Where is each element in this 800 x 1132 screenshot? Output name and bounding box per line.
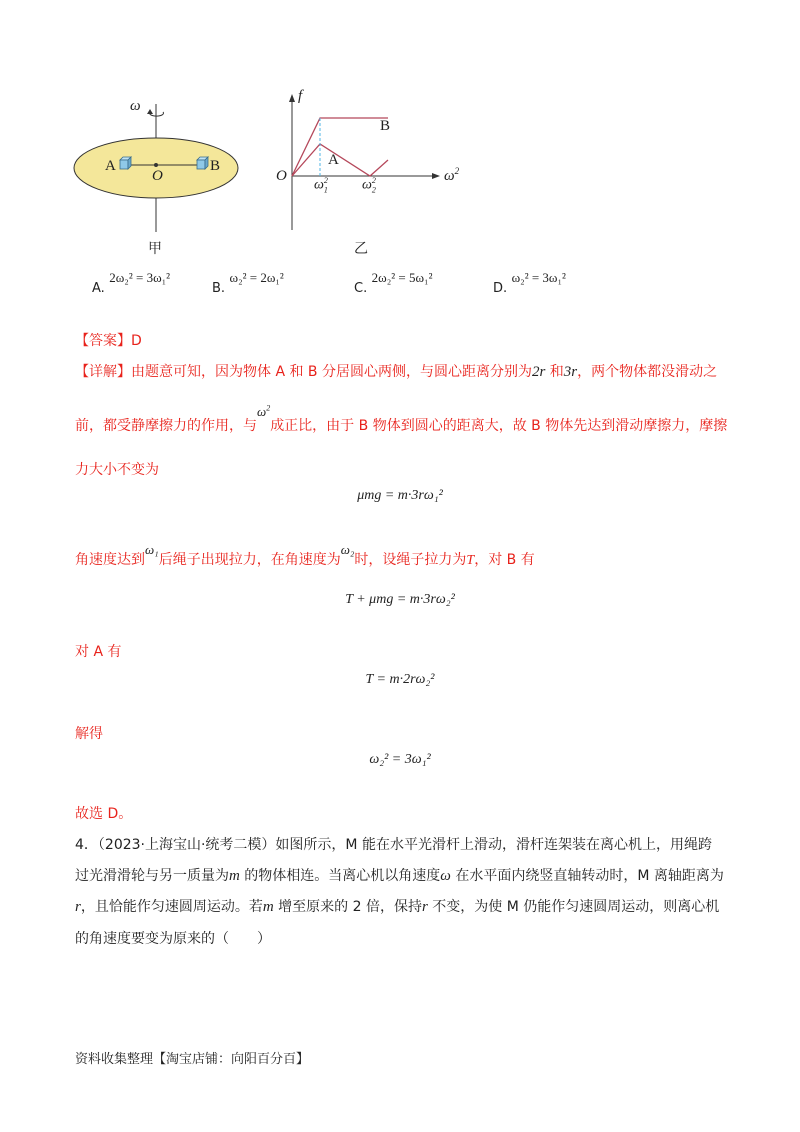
curve-b-label: B xyxy=(380,118,391,134)
option-c-letter: C. xyxy=(354,281,368,296)
center-label: O xyxy=(152,168,163,184)
origin-label: O xyxy=(276,168,287,184)
equation-4: ω₂² = 3ω₁² xyxy=(369,752,431,767)
detail-line-2: 前，都受静摩擦力的作用，与$\omega^2$成正比，由于 B 物体到圆心的距离大，故 B 物体先达到滑动摩擦力，摩擦 xyxy=(75,403,728,434)
option-b-formula: ω₂² = 2ω₁² xyxy=(229,270,284,285)
option-a[interactable] xyxy=(92,270,171,296)
q4-line-1: 4．（2023·上海宝山·统考二模）如图所示，M 能在水平光滑杆上滑动，滑杆连架装在离心机上，用绳跨 xyxy=(75,837,712,853)
detail-line-4: 角速度达到ω₁后绳子出现拉力，在角速度为ω₂时，设绳子拉力为T，对 B 有 xyxy=(75,542,535,568)
option-b[interactable] xyxy=(212,270,284,296)
y-axis-label: f xyxy=(298,88,303,104)
footer-text: 资料收集整理【淘宝店铺：向阳百分百】 xyxy=(75,1052,310,1067)
option-d-letter: D. xyxy=(493,281,508,296)
q4-line-3: r，且恰能作匀速圆周运动。若m 增至原来的 2 倍，保持r 不变，为使 M 仍能作匀速圆周运动，则离心机 xyxy=(75,899,720,915)
tick-omega2-label: $\omega_2^2$ xyxy=(362,176,376,195)
option-a-formula: 2ω₂² = 3ω₁² xyxy=(109,270,171,285)
option-a-letter: A. xyxy=(92,281,105,296)
detail-line-7: 故选 D。 xyxy=(75,806,133,822)
omega-axis-label: ω xyxy=(130,98,141,114)
option-d[interactable] xyxy=(493,270,566,296)
q4-line-2: 过光滑滑轮与另一质量为m 的物体相连。当离心机以角速度ω 在水平面内绕竖直轴转动时，M 离轴距离为 xyxy=(75,868,724,884)
figure-yi-caption: 乙 xyxy=(354,241,368,257)
figure-jia-caption: 甲 xyxy=(148,241,162,257)
block-b-label: B xyxy=(210,158,221,174)
option-c[interactable] xyxy=(354,270,433,296)
equation-3: T = m·2rω₂² xyxy=(365,672,435,687)
tick-omega1-label: $\omega_1^2$ xyxy=(314,176,328,195)
curve-b-line xyxy=(292,118,391,176)
detail-line-3: 力大小不变为 xyxy=(75,462,159,478)
friction-graph xyxy=(270,88,470,260)
figure-yi xyxy=(270,88,470,260)
answer-line: 【答案】D xyxy=(75,333,142,349)
block-a-label: A xyxy=(105,158,116,174)
curve-a-label: A xyxy=(328,152,339,168)
detail-line-1: 【详解】由题意可知，因为物体 A 和 B 分居圆心两侧，与圆心距离分别为2r 和3r，两个物体都没滑动之 xyxy=(75,364,718,380)
equation-2: T + μmg = m·3rω₂² xyxy=(345,592,455,607)
option-c-formula: 2ω₂² = 5ω₁² xyxy=(371,270,433,285)
equation-1: μmg = m·3rω₁² xyxy=(357,488,443,503)
figure-jia xyxy=(70,90,260,260)
x-axis-label: $\omega^2$ xyxy=(444,166,460,184)
detail-line-6: 解得 xyxy=(75,726,103,742)
q4-line-4: 的角速度要变为原来的（ ） xyxy=(75,931,271,947)
curve-a-line xyxy=(292,144,388,176)
detail-line-5: 对 A 有 xyxy=(75,644,122,660)
turntable-diagram xyxy=(70,90,260,260)
option-b-letter: B. xyxy=(212,281,226,296)
option-d-formula: ω₂² = 3ω₁² xyxy=(511,270,566,285)
